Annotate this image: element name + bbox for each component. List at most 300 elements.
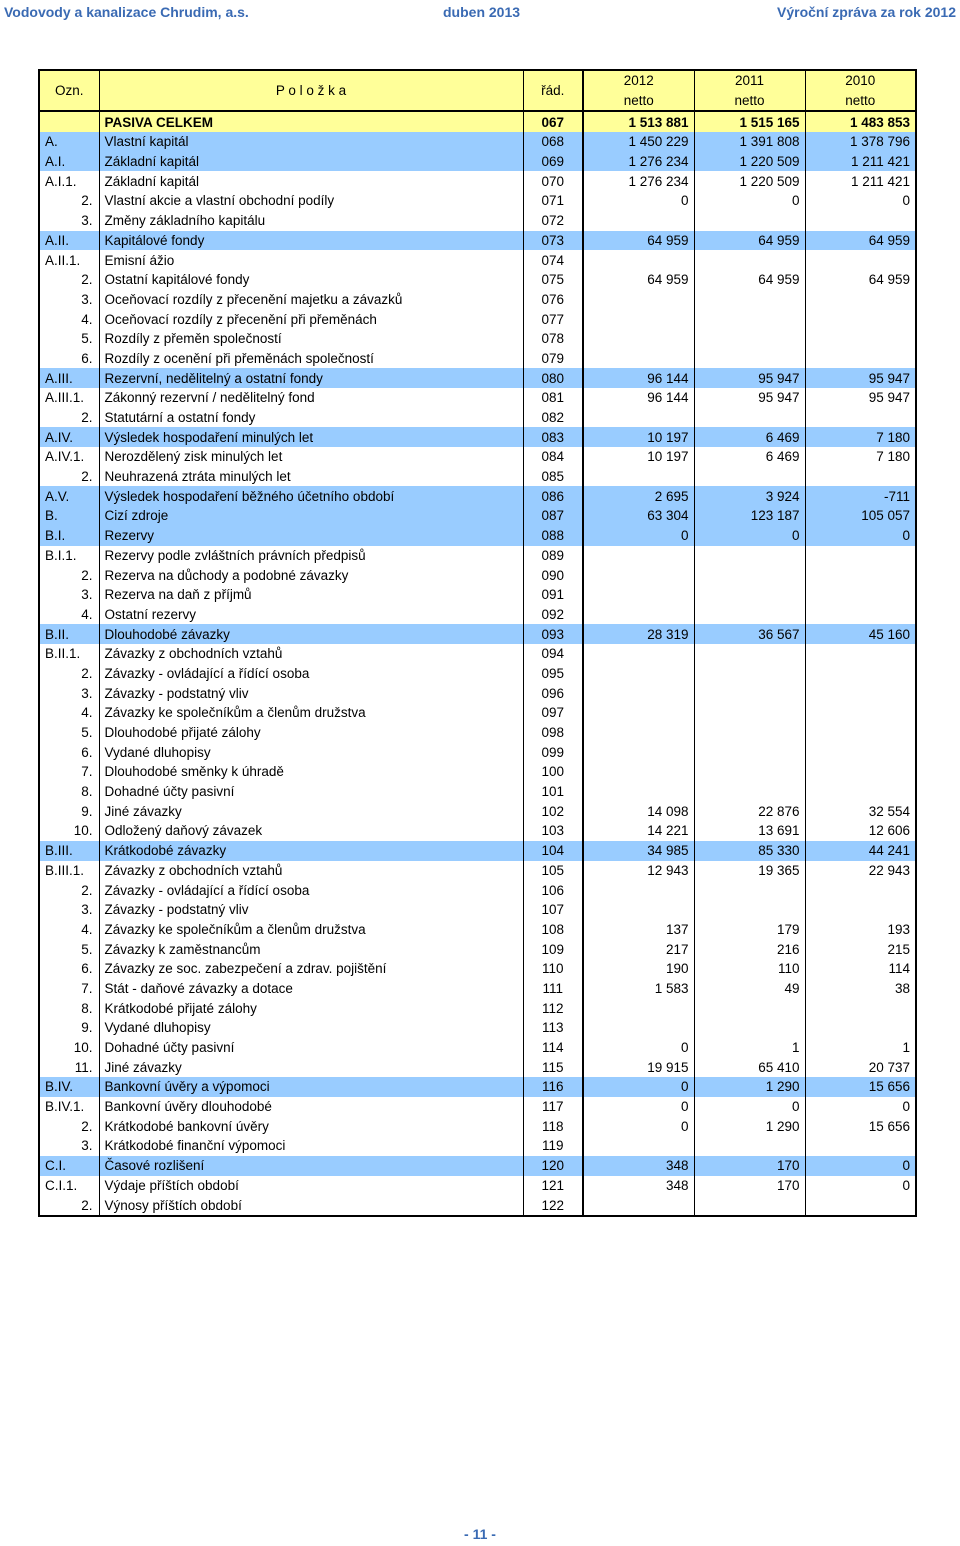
row-ozn-cell: 4. [81, 606, 93, 622]
row-value-2011: 64 959 [694, 231, 805, 251]
row-ozn-cell: A.II.1. [45, 252, 81, 268]
row-value-2011: 123 187 [694, 506, 805, 526]
table-row [39, 703, 916, 723]
table-row [39, 1038, 916, 1058]
row-rad-cell: 111 [523, 979, 583, 999]
col-header-netto: netto [694, 91, 805, 112]
row-value-2012 [583, 565, 694, 585]
row-value-2010: 1 483 853 [805, 111, 916, 132]
row-ozn-cell: 3. [81, 902, 93, 918]
row-value-2011 [694, 309, 805, 329]
balance-sheet-table [38, 69, 917, 1217]
row-label-cell: Závazky ze soc. zabezpečení a zdrav. pojištění [99, 959, 523, 979]
row-rad-cell: 070 [523, 171, 583, 191]
table-row [39, 427, 916, 447]
row-value-2011 [694, 880, 805, 900]
row-value-2010 [805, 290, 916, 310]
row-value-2011: 0 [694, 526, 805, 546]
table-row [39, 841, 916, 861]
row-rad-cell: 081 [523, 388, 583, 408]
row-value-2011 [694, 782, 805, 802]
row-value-2011 [694, 546, 805, 566]
row-ozn-cell: 9. [81, 803, 93, 819]
row-value-2010: 1 378 796 [805, 132, 916, 152]
row-rad-cell: 083 [523, 427, 583, 447]
table-row [39, 1176, 916, 1196]
row-rad-cell: 085 [523, 467, 583, 487]
row-value-2012 [583, 1195, 694, 1216]
row-value-2012: 1 513 881 [583, 111, 694, 132]
row-value-2012: 14 098 [583, 801, 694, 821]
row-value-2011 [694, 349, 805, 369]
row-label-cell: Dlouhodobé směnky k úhradě [99, 762, 523, 782]
row-ozn-cell: A.V. [45, 488, 70, 504]
row-rad-cell: 096 [523, 683, 583, 703]
row-rad-cell: 108 [523, 920, 583, 940]
row-value-2012: 10 197 [583, 427, 694, 447]
row-rad-cell: 082 [523, 408, 583, 428]
table-row [39, 447, 916, 467]
table-row [39, 624, 916, 644]
row-rad-cell: 074 [523, 250, 583, 270]
row-ozn-cell: B.IV. [45, 1079, 74, 1095]
row-label-cell: Krátkodobé bankovní úvěry [99, 1116, 523, 1136]
row-ozn-cell: B.II. [45, 626, 70, 642]
row-label-cell: Nerozdělený zisk minulých let [99, 447, 523, 467]
row-value-2012: 1 450 229 [583, 132, 694, 152]
table-row [39, 782, 916, 802]
row-value-2010 [805, 565, 916, 585]
row-ozn-cell: 3. [81, 1138, 93, 1154]
row-label-cell: Změny základního kapitálu [99, 211, 523, 231]
row-value-2012: 0 [583, 526, 694, 546]
row-value-2010: 15 656 [805, 1077, 916, 1097]
row-rad-cell: 067 [523, 111, 583, 132]
row-ozn-cell: 4. [81, 705, 93, 721]
row-ozn-cell: 2. [81, 410, 93, 426]
col-header-year: 2010 [805, 70, 916, 91]
row-value-2011: 6 469 [694, 447, 805, 467]
row-ozn-cell: 2. [81, 882, 93, 898]
row-value-2012 [583, 408, 694, 428]
table-row [39, 821, 916, 841]
row-rad-cell: 089 [523, 546, 583, 566]
row-label-cell: Rozdíly z ocenění při přeměnách společností [99, 349, 523, 369]
row-rad-cell: 105 [523, 861, 583, 881]
table-row [39, 132, 916, 152]
row-value-2012: 0 [583, 1097, 694, 1117]
row-ozn-cell: 5. [81, 331, 93, 347]
table-row [39, 526, 916, 546]
row-value-2012: 348 [583, 1176, 694, 1196]
row-value-2012 [583, 1018, 694, 1038]
row-rad-cell: 095 [523, 664, 583, 684]
row-rad-cell: 119 [523, 1136, 583, 1156]
row-value-2012: 14 221 [583, 821, 694, 841]
row-value-2010: 95 947 [805, 388, 916, 408]
row-rad-cell: 121 [523, 1176, 583, 1196]
row-rad-cell: 103 [523, 821, 583, 841]
row-value-2012 [583, 329, 694, 349]
row-rad-cell: 069 [523, 152, 583, 172]
row-ozn-cell: 2. [81, 1197, 93, 1213]
row-value-2012 [583, 349, 694, 369]
row-ozn-cell: 2. [81, 665, 93, 681]
row-value-2010: 0 [805, 526, 916, 546]
row-ozn-cell: A.I.1. [45, 173, 77, 189]
row-value-2010: 45 160 [805, 624, 916, 644]
row-value-2012: 0 [583, 1038, 694, 1058]
row-value-2012 [583, 742, 694, 762]
row-label-cell: Výsledek hospodaření minulých let [99, 427, 523, 447]
row-label-cell: Rezerva na důchody a podobné závazky [99, 565, 523, 585]
row-value-2012: 64 959 [583, 231, 694, 251]
row-label-cell: Dohadné účty pasivní [99, 1038, 523, 1058]
table-row [39, 742, 916, 762]
row-ozn-cell: 5. [81, 725, 93, 741]
row-value-2011 [694, 1018, 805, 1038]
row-value-2010: 38 [805, 979, 916, 999]
col-header-rad: řád. [523, 70, 583, 111]
row-label-cell: PASIVA CELKEM [99, 111, 523, 132]
row-value-2011 [694, 998, 805, 1018]
row-ozn-cell: 10. [73, 823, 93, 839]
row-rad-cell: 100 [523, 762, 583, 782]
row-label-cell: Závazky z obchodních vztahů [99, 644, 523, 664]
row-label-cell: Rezervy [99, 526, 523, 546]
row-rad-cell: 080 [523, 368, 583, 388]
row-value-2012 [583, 309, 694, 329]
row-value-2012 [583, 723, 694, 743]
row-value-2010: 12 606 [805, 821, 916, 841]
row-rad-cell: 090 [523, 565, 583, 585]
row-value-2010 [805, 250, 916, 270]
row-value-2012: 96 144 [583, 388, 694, 408]
row-value-2010: 193 [805, 920, 916, 940]
row-value-2011: 1 [694, 1038, 805, 1058]
row-ozn-cell: B.III.1. [45, 862, 85, 878]
row-value-2012: 1 276 234 [583, 171, 694, 191]
row-ozn-cell: 7. [81, 764, 93, 780]
row-value-2012 [583, 211, 694, 231]
row-value-2010: 0 [805, 191, 916, 211]
row-value-2010 [805, 546, 916, 566]
row-value-2011 [694, 900, 805, 920]
row-label-cell: Jiné závazky [99, 1057, 523, 1077]
row-value-2011: 6 469 [694, 427, 805, 447]
row-value-2011: 1 220 509 [694, 152, 805, 172]
table-row [39, 467, 916, 487]
row-value-2011 [694, 762, 805, 782]
table-row [39, 546, 916, 566]
row-value-2010: 64 959 [805, 270, 916, 290]
row-value-2010 [805, 467, 916, 487]
table-row [39, 309, 916, 329]
row-ozn-cell: B.IV.1. [45, 1099, 85, 1115]
row-ozn-cell: B.I.1. [45, 547, 77, 563]
row-value-2011: 22 876 [694, 801, 805, 821]
row-value-2012: 28 319 [583, 624, 694, 644]
row-value-2011: 0 [694, 1097, 805, 1117]
row-label-cell: Výdaje příštích období [99, 1176, 523, 1196]
row-value-2012 [583, 290, 694, 310]
col-header-year: 2012 [583, 70, 694, 91]
row-value-2010: 1 211 421 [805, 152, 916, 172]
row-ozn-cell: B.III. [45, 843, 73, 859]
row-value-2010: 15 656 [805, 1116, 916, 1136]
table-row [39, 565, 916, 585]
table-row [39, 1077, 916, 1097]
table-row [39, 723, 916, 743]
row-ozn-cell: A.III.1. [45, 390, 85, 406]
row-value-2012: 1 583 [583, 979, 694, 999]
row-ozn-cell: 2. [81, 1118, 93, 1134]
row-value-2010 [805, 683, 916, 703]
row-value-2012 [583, 762, 694, 782]
row-value-2010 [805, 1195, 916, 1216]
row-value-2012 [583, 703, 694, 723]
row-rad-cell: 097 [523, 703, 583, 723]
row-value-2011 [694, 723, 805, 743]
row-ozn-cell: B.II.1. [45, 646, 81, 662]
row-ozn-cell [39, 111, 99, 132]
row-label-cell: Výsledek hospodaření běžného účetního období [99, 486, 523, 506]
row-value-2012: 96 144 [583, 368, 694, 388]
row-label-cell: Oceňovací rozdíly z přecenění při přeměnách [99, 309, 523, 329]
col-header-polozka: P o l o ž k a [99, 70, 523, 111]
row-value-2010: 1 [805, 1038, 916, 1058]
row-rad-cell: 091 [523, 585, 583, 605]
col-header-year: 2011 [694, 70, 805, 91]
row-value-2010: 105 057 [805, 506, 916, 526]
row-value-2010 [805, 900, 916, 920]
row-value-2011: 110 [694, 959, 805, 979]
row-value-2012 [583, 644, 694, 664]
table-row [39, 683, 916, 703]
row-label-cell: Vlastní kapitál [99, 132, 523, 152]
row-value-2011 [694, 644, 805, 664]
row-ozn-cell: B. [45, 508, 58, 524]
row-value-2011: 95 947 [694, 368, 805, 388]
row-label-cell: Bankovní úvěry a výpomoci [99, 1077, 523, 1097]
row-label-cell: Základní kapitál [99, 152, 523, 172]
row-rad-cell: 076 [523, 290, 583, 310]
row-value-2012: 190 [583, 959, 694, 979]
row-label-cell: Dohadné účty pasivní [99, 782, 523, 802]
row-value-2010: 0 [805, 1097, 916, 1117]
row-rad-cell: 107 [523, 900, 583, 920]
row-value-2011: 216 [694, 939, 805, 959]
row-ozn-cell: 10. [73, 1040, 93, 1056]
row-label-cell: Ostatní rezervy [99, 605, 523, 625]
row-value-2012 [583, 546, 694, 566]
row-value-2010: 7 180 [805, 427, 916, 447]
row-ozn-cell: A. [45, 134, 58, 150]
row-label-cell: Rezervy podle zvláštních právních předpisů [99, 546, 523, 566]
table-row [39, 152, 916, 172]
table-row [39, 349, 916, 369]
row-ozn-cell: A.II. [45, 232, 70, 248]
row-label-cell: Ostatní kapitálové fondy [99, 270, 523, 290]
row-ozn-cell: A.IV.1. [45, 449, 85, 465]
row-value-2010: -711 [805, 486, 916, 506]
row-label-cell: Stát - daňové závazky a dotace [99, 979, 523, 999]
col-header-ozn: Ozn. [54, 83, 84, 99]
row-label-cell: Závazky ke společníkům a členům družstva [99, 920, 523, 940]
row-value-2010: 7 180 [805, 447, 916, 467]
row-rad-cell: 087 [523, 506, 583, 526]
table-row [39, 585, 916, 605]
row-value-2011: 0 [694, 191, 805, 211]
row-rad-cell: 101 [523, 782, 583, 802]
row-label-cell: Neuhrazená ztráta minulých let [99, 467, 523, 487]
row-value-2010 [805, 998, 916, 1018]
row-value-2012: 348 [583, 1156, 694, 1176]
table-row [39, 329, 916, 349]
row-value-2012: 19 915 [583, 1057, 694, 1077]
table-row [39, 171, 916, 191]
row-label-cell: Emisní ážio [99, 250, 523, 270]
row-value-2012 [583, 782, 694, 802]
table-row [39, 644, 916, 664]
row-value-2011 [694, 703, 805, 723]
report-date: duben 2013 [443, 4, 521, 20]
row-rad-cell: 116 [523, 1077, 583, 1097]
table-row [39, 605, 916, 625]
row-value-2010: 64 959 [805, 231, 916, 251]
table-row [39, 939, 916, 959]
table-row [39, 979, 916, 999]
row-value-2012: 0 [583, 1077, 694, 1097]
row-ozn-cell: 3. [81, 213, 93, 229]
row-value-2011: 64 959 [694, 270, 805, 290]
row-rad-cell: 120 [523, 1156, 583, 1176]
row-value-2010 [805, 585, 916, 605]
table-row [39, 368, 916, 388]
row-rad-cell: 078 [523, 329, 583, 349]
row-value-2010 [805, 408, 916, 428]
row-label-cell: Zákonný rezervní / nedělitelný fond [99, 388, 523, 408]
table-row [39, 920, 916, 940]
row-value-2010 [805, 742, 916, 762]
row-rad-cell: 075 [523, 270, 583, 290]
row-ozn-cell: C.I.1. [45, 1177, 78, 1193]
row-value-2012: 217 [583, 939, 694, 959]
row-ozn-cell: A.I. [45, 154, 66, 170]
row-ozn-cell: 8. [81, 1000, 93, 1016]
row-label-cell: Oceňovací rozdíly z přecenění majetku a závazků [99, 290, 523, 310]
row-value-2010 [805, 664, 916, 684]
company-name: Vodovody a kanalizace Chrudim, a.s. [4, 4, 249, 20]
row-ozn-cell: 7. [81, 980, 93, 996]
row-value-2010: 114 [805, 959, 916, 979]
row-value-2011 [694, 605, 805, 625]
row-label-cell: Základní kapitál [99, 171, 523, 191]
row-label-cell: Závazky k zaměstnancům [99, 939, 523, 959]
row-label-cell: Závazky z obchodních vztahů [99, 861, 523, 881]
row-value-2011: 1 220 509 [694, 171, 805, 191]
row-value-2010: 20 737 [805, 1057, 916, 1077]
row-value-2012 [583, 683, 694, 703]
row-value-2011: 65 410 [694, 1057, 805, 1077]
row-value-2012: 2 695 [583, 486, 694, 506]
table-row [39, 1116, 916, 1136]
row-rad-cell: 104 [523, 841, 583, 861]
row-value-2010: 95 947 [805, 368, 916, 388]
row-rad-cell: 113 [523, 1018, 583, 1038]
row-rad-cell: 071 [523, 191, 583, 211]
table-row [39, 191, 916, 211]
row-value-2010 [805, 349, 916, 369]
row-label-cell: Vydané dluhopisy [99, 1018, 523, 1038]
row-rad-cell: 098 [523, 723, 583, 743]
row-rad-cell: 115 [523, 1057, 583, 1077]
row-value-2010 [805, 329, 916, 349]
row-value-2010: 44 241 [805, 841, 916, 861]
row-ozn-cell: 4. [81, 921, 93, 937]
row-ozn-cell: B.I. [45, 528, 66, 544]
row-ozn-cell: A.IV. [45, 429, 74, 445]
row-ozn-cell: 8. [81, 784, 93, 800]
table-row [39, 959, 916, 979]
row-label-cell: Krátkodobé závazky [99, 841, 523, 861]
row-rad-cell: 102 [523, 801, 583, 821]
table-row [39, 998, 916, 1018]
table-row [39, 1195, 916, 1216]
row-value-2012 [583, 1136, 694, 1156]
row-value-2012 [583, 250, 694, 270]
table-row [39, 1018, 916, 1038]
row-value-2010 [805, 309, 916, 329]
row-label-cell: Rozdíly z přeměn společností [99, 329, 523, 349]
row-ozn-cell: 11. [74, 1059, 93, 1075]
row-label-cell: Časové rozlišení [99, 1156, 523, 1176]
row-label-cell: Závazky - ovládající a řídící osoba [99, 880, 523, 900]
row-value-2011: 1 515 165 [694, 111, 805, 132]
row-value-2011: 95 947 [694, 388, 805, 408]
row-rad-cell: 094 [523, 644, 583, 664]
row-ozn-cell: 3. [81, 291, 93, 307]
table-row [39, 290, 916, 310]
row-value-2011 [694, 565, 805, 585]
row-value-2012: 34 985 [583, 841, 694, 861]
row-value-2011 [694, 585, 805, 605]
table-row [39, 270, 916, 290]
row-value-2011 [694, 1136, 805, 1156]
row-label-cell: Bankovní úvěry dlouhodobé [99, 1097, 523, 1117]
table-row [39, 861, 916, 881]
row-ozn-cell: 2. [81, 272, 93, 288]
row-label-cell: Vlastní akcie a vlastní obchodní podíly [99, 191, 523, 211]
row-rad-cell: 068 [523, 132, 583, 152]
row-label-cell: Závazky - ovládající a řídící osoba [99, 664, 523, 684]
row-label-cell: Rezervní, nedělitelný a ostatní fondy [99, 368, 523, 388]
row-value-2010 [805, 605, 916, 625]
row-value-2010 [805, 1136, 916, 1156]
table-row [39, 211, 916, 231]
row-value-2011 [694, 1195, 805, 1216]
row-value-2010 [805, 211, 916, 231]
row-rad-cell: 072 [523, 211, 583, 231]
row-value-2011: 1 290 [694, 1116, 805, 1136]
row-rad-cell: 117 [523, 1097, 583, 1117]
row-value-2011: 170 [694, 1156, 805, 1176]
row-value-2011: 1 290 [694, 1077, 805, 1097]
row-ozn-cell: 2. [81, 469, 93, 485]
table-row [39, 231, 916, 251]
row-value-2012 [583, 585, 694, 605]
row-label-cell: Dlouhodobé závazky [99, 624, 523, 644]
